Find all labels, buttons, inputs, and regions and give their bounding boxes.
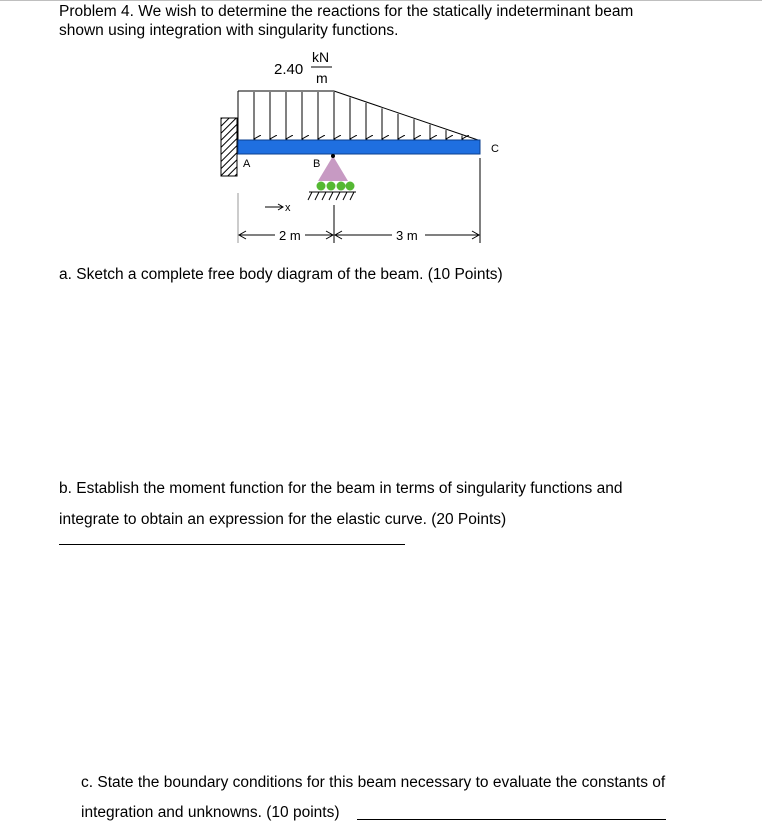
distributed-load (238, 91, 478, 140)
label-a: A (243, 158, 251, 170)
label-b: B (313, 158, 321, 170)
question-a: a. Sketch a complete free body diagram of the beam. (10 Points) (59, 266, 503, 283)
load-unit-num: kN (312, 49, 330, 65)
x-axis-arrow (265, 204, 283, 210)
beam (238, 140, 480, 154)
problem-statement-line2: shown using integration with singularity functions. (59, 22, 399, 39)
dimension-ab-label: 2 m (279, 228, 301, 243)
question-b-line2: integrate to obtain an expression for the elastic curve. (20 Points) (59, 511, 507, 528)
answer-line-b (59, 544, 405, 545)
load-value: 2.40 (274, 61, 304, 78)
question-c-line2: integration and unknowns. (10 points) (81, 804, 340, 821)
x-axis-label: x (285, 202, 291, 214)
fixed-wall (221, 118, 237, 176)
dimension-bc-label: 3 m (396, 228, 418, 243)
answer-line-c (357, 819, 666, 820)
load-unit-den: m (316, 70, 328, 86)
label-c: C (491, 143, 499, 155)
problem-statement-line1: Problem 4. We wish to determine the reactions for the statically indeterminant beam (59, 3, 634, 20)
question-c-line1: c. State the boundary conditions for this beam necessary to evaluate the constants of (81, 774, 666, 791)
ground-hatch (308, 192, 354, 200)
roller-wheels (317, 182, 355, 191)
pin-dot (331, 154, 335, 158)
question-b-line1: b. Establish the moment function for the beam in terms of singularity functions and (59, 480, 623, 497)
pin-support (318, 156, 348, 181)
